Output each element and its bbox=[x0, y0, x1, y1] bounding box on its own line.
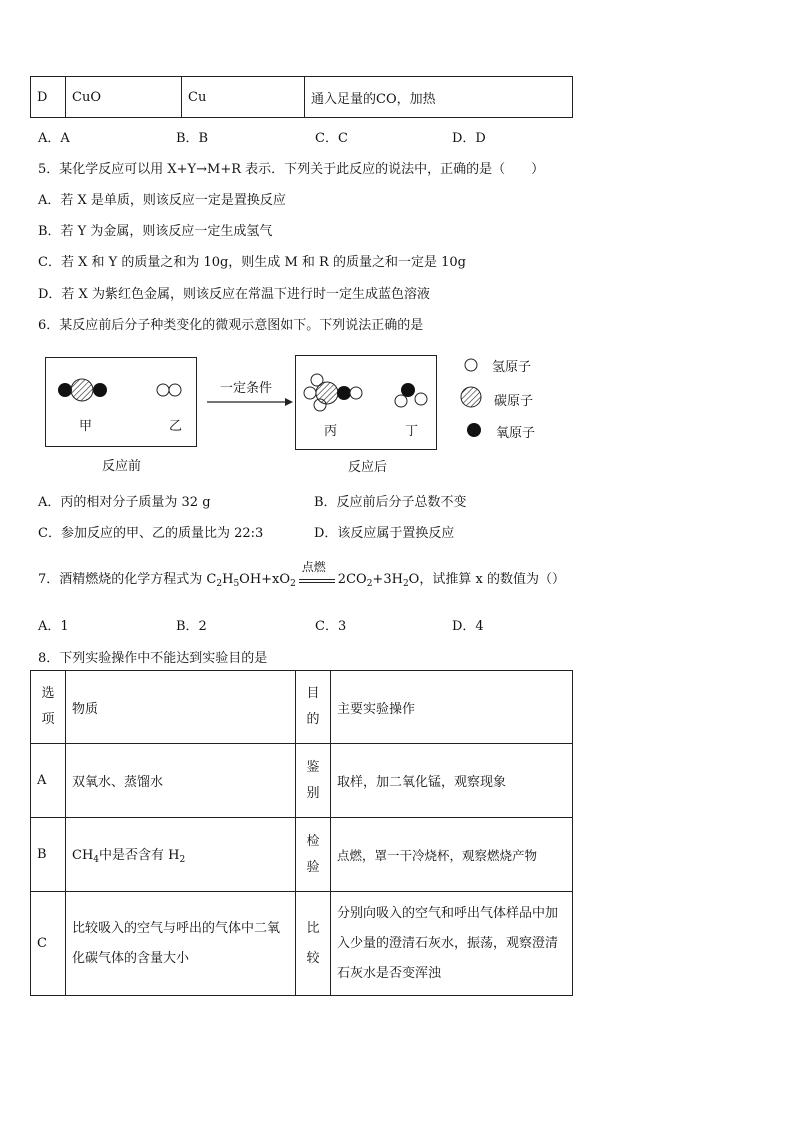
carbon-atom bbox=[316, 382, 338, 404]
row-option: B bbox=[31, 818, 66, 892]
q7-suffix: ，试推算 x 的数值为（） bbox=[419, 572, 565, 587]
table-cell: Cu bbox=[182, 77, 305, 118]
q5-option-c[interactable]: C．若 X 和 Y 的质量之和为 10g，则生成 M 和 R 的质量之和一定是 10g bbox=[38, 255, 466, 270]
carbon-atom-legend bbox=[461, 387, 481, 407]
arrow-condition: 一定条件 bbox=[220, 381, 273, 396]
q7-option-b[interactable]: B．2 bbox=[176, 619, 207, 634]
label-yi: 乙 bbox=[169, 419, 183, 434]
row-operation: 分别向吸入的空气和呼出气体样品中加入少量的澄清石灰水，振荡，观察澄清石灰水是否变浑浊 bbox=[331, 892, 573, 996]
hydrogen-atom bbox=[350, 387, 362, 399]
table-row bbox=[31, 744, 573, 818]
q5-option-a[interactable]: A．若 X 是单质，则该反应一定是置换反应 bbox=[38, 193, 286, 208]
table-row bbox=[31, 77, 573, 118]
q4-option-c[interactable]: C．C bbox=[315, 131, 348, 146]
q5-stem: 5．某化学反应可以用 X+Y→M+R 表示．下列关于此反应的说法中，正确的是（ ） bbox=[38, 162, 545, 177]
oxygen-atom bbox=[93, 383, 107, 397]
legend-hydrogen: 氢原子 bbox=[492, 360, 532, 375]
q5-option-d[interactable]: D．若 X 为紫红色金属，则该反应在常温下进行时一定生成蓝色溶液 bbox=[38, 287, 430, 302]
table-cell: D bbox=[31, 77, 66, 118]
q6-option-b[interactable]: B．反应前后分子总数不变 bbox=[314, 495, 467, 510]
row-purpose: 比较 bbox=[296, 892, 331, 996]
legend-carbon: 碳原子 bbox=[494, 394, 534, 409]
table-row bbox=[31, 892, 573, 996]
header-operation: 主要实验操作 bbox=[331, 671, 573, 744]
hydrogen-atom bbox=[395, 395, 407, 407]
table-row bbox=[31, 818, 573, 892]
q6-option-a[interactable]: A．丙的相对分子质量为 32 g bbox=[38, 495, 211, 510]
header-option: 选项 bbox=[31, 671, 66, 744]
legend-oxygen: 氧原子 bbox=[496, 426, 536, 441]
row-substance: $CH_4$中是否含有 $H_2$ bbox=[66, 818, 296, 892]
q4-option-d[interactable]: D．D bbox=[452, 131, 486, 146]
row-purpose: 检验 bbox=[296, 818, 331, 892]
q8-stem: 8．下列实验操作中不能达到实验目的是 bbox=[38, 651, 268, 666]
row-option: A bbox=[31, 744, 66, 818]
label-ding: 丁 bbox=[405, 424, 419, 439]
q4-option-a[interactable]: A．A bbox=[38, 131, 70, 146]
q5-option-b[interactable]: B．若 Y 为金属，则该反应一定生成氢气 bbox=[38, 224, 273, 239]
row-purpose: 鉴别 bbox=[296, 744, 331, 818]
q7-prefix: 7．酒精燃烧的化学方程式为 bbox=[38, 572, 207, 587]
q7-option-d[interactable]: D．4 bbox=[452, 619, 484, 634]
row-substance: 双氧水、蒸馏水 bbox=[66, 744, 296, 818]
oxygen-atom bbox=[337, 386, 351, 400]
hydrogen-atom bbox=[415, 393, 427, 405]
q7-products: $2CO_2+3H_2O$ bbox=[337, 572, 420, 589]
oxygen-atom bbox=[58, 383, 72, 397]
label-bing: 丙 bbox=[324, 424, 338, 439]
hydrogen-atom-legend bbox=[465, 359, 477, 371]
table-cell: CuO bbox=[66, 77, 182, 118]
hydrogen-atom bbox=[304, 387, 316, 399]
table-cell: 通入足量的CO，加热 bbox=[305, 77, 573, 118]
header-purpose: 目的 bbox=[296, 671, 331, 744]
carbon-atom bbox=[71, 379, 93, 401]
top-table bbox=[30, 76, 573, 118]
arrow-icon bbox=[205, 395, 295, 409]
row-substance: 比较吸入的空气与呼出的气体中二氧化碳气体的含量大小 bbox=[66, 892, 296, 996]
q8-table bbox=[30, 670, 573, 996]
row-option: C bbox=[31, 892, 66, 996]
q7-reactants: $C_2H_5OH+xO_2$ bbox=[206, 572, 296, 589]
q7-option-a[interactable]: A．1 bbox=[38, 619, 69, 634]
legend-icons bbox=[460, 355, 490, 445]
label-before: 反应前 bbox=[102, 459, 142, 474]
hydrogen-atom bbox=[157, 384, 169, 396]
header-substance: 物质 bbox=[66, 671, 296, 744]
label-jia: 甲 bbox=[79, 419, 93, 434]
q7-condition: 点燃 bbox=[301, 559, 326, 574]
table-header-row bbox=[31, 671, 573, 744]
q6-option-d[interactable]: D．该反应属于置换反应 bbox=[314, 526, 455, 541]
row-operation: 点燃，罩一干冷烧杯，观察燃烧产物 bbox=[331, 818, 573, 892]
q7-condition-arrow bbox=[299, 559, 335, 583]
label-after: 反应后 bbox=[348, 460, 388, 475]
row-operation: 取样，加二氧化锰，观察现象 bbox=[331, 744, 573, 818]
oxygen-atom-legend bbox=[467, 423, 481, 437]
hydrogen-atom bbox=[169, 384, 181, 396]
q4-option-b[interactable]: B．B bbox=[176, 131, 209, 146]
q7-option-c[interactable]: C．3 bbox=[315, 619, 347, 634]
q6-option-c[interactable]: C．参加反应的甲、乙的质量比为 22:3 bbox=[38, 526, 264, 541]
q6-stem: 6．某反应前后分子种类变化的微观示意图如下。下列说法正确的是 bbox=[38, 318, 424, 333]
q7-stem bbox=[38, 559, 565, 589]
